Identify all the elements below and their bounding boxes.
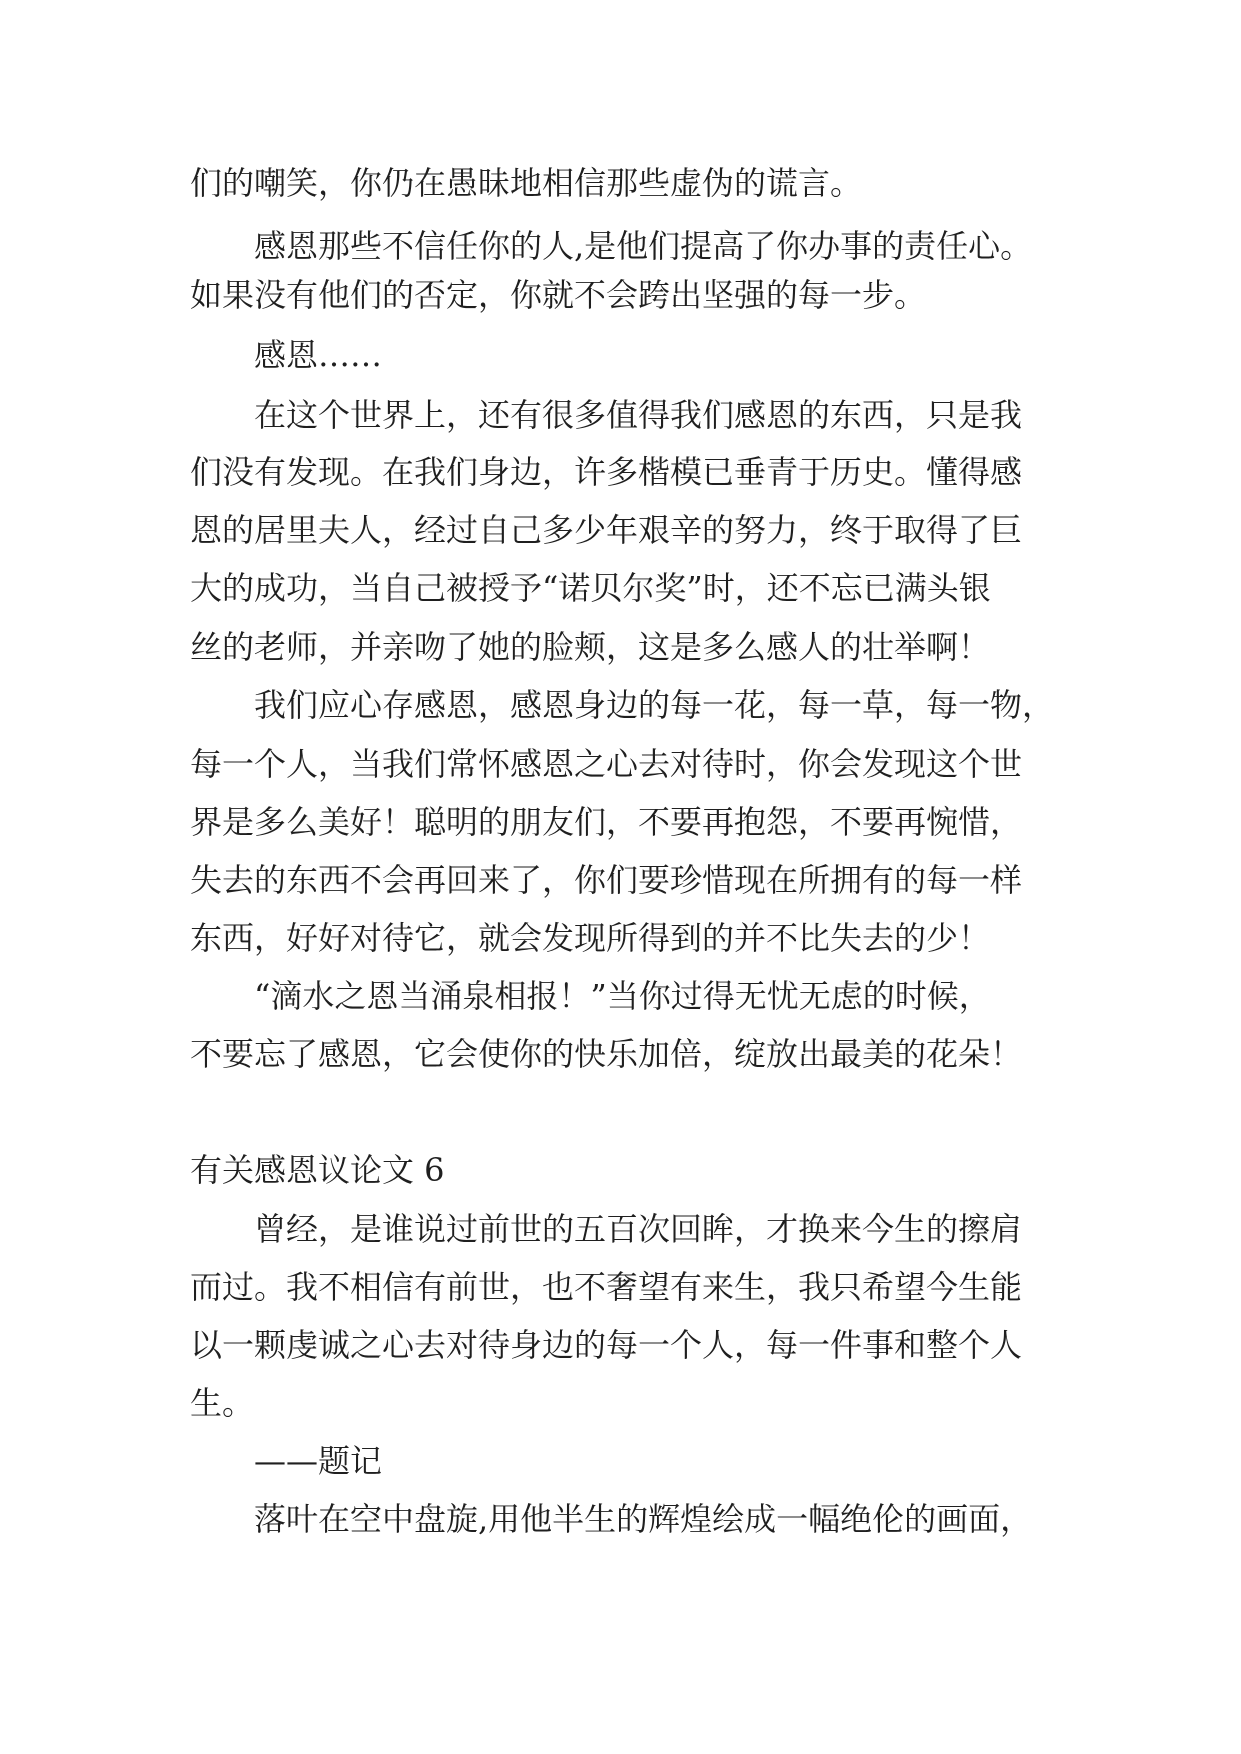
paragraph-line: “滴水之恩当涌泉相报！”当你过得无忧无虑的时候， (254, 977, 991, 1015)
paragraph-line: 东西，好好对待它，就会发现所得到的并不比失去的少！ (190, 919, 991, 957)
paragraph-line: 界是多么美好！聪明的朋友们，不要再抱怨，不要再惋惜， (190, 803, 1023, 841)
paragraph-line: 感恩那些不信任你的人,是他们提高了你办事的责任心。 (254, 227, 1033, 265)
section-heading: 有关感恩议论文 6 (190, 1151, 445, 1189)
paragraph-line: 如果没有他们的否定，你就不会跨出坚强的每一步。 (190, 276, 927, 314)
paragraph-line: 大的成功，当自己被授予“诺贝尔奖”时，还不忘已满头银 (190, 569, 991, 607)
paragraph-line: 以一颗虔诚之心去对待身边的每一个人，每一件事和整个人 (190, 1326, 1023, 1364)
paragraph-line: 我们应心存感恩，感恩身边的每一花，每一草，每一物， (254, 686, 1055, 724)
epigraph-attribution: ——题记 (254, 1442, 383, 1480)
paragraph-line: 们没有发现。在我们身边，许多楷模已垂青于历史。懂得感 (190, 453, 1023, 491)
paragraph-line: 每一个人，当我们常怀感恩之心去对待时，你会发现这个世 (190, 745, 1023, 783)
paragraph-line: 不要忘了感恩，它会使你的快乐加倍，绽放出最美的花朵！ (190, 1035, 1023, 1073)
paragraph-line: 在这个世界上，还有很多值得我们感恩的东西，只是我 (254, 396, 1023, 434)
paragraph-line: 失去的东西不会再回来了，你们要珍惜现在所拥有的每一样 (190, 861, 1023, 899)
paragraph-line: 而过。我不相信有前世，也不奢望有来生，我只希望今生能 (190, 1268, 1023, 1306)
paragraph-line: 曾经，是谁说过前世的五百次回眸，才换来今生的擦肩 (254, 1210, 1023, 1248)
paragraph-line: 生。 (190, 1384, 255, 1422)
paragraph-line: 们的嘲笑，你仍在愚昧地相信那些虚伪的谎言。 (190, 164, 863, 202)
paragraph-line: 感恩…… (254, 336, 383, 374)
paragraph-line: 落叶在空中盘旋,用他半生的辉煌绘成一幅绝伦的画面， (254, 1500, 1033, 1538)
paragraph-line: 恩的居里夫人，经过自己多少年艰辛的努力，终于取得了巨 (190, 511, 1023, 549)
paragraph-line: 丝的老师，并亲吻了她的脸颊，这是多么感人的壮举啊！ (190, 628, 991, 666)
